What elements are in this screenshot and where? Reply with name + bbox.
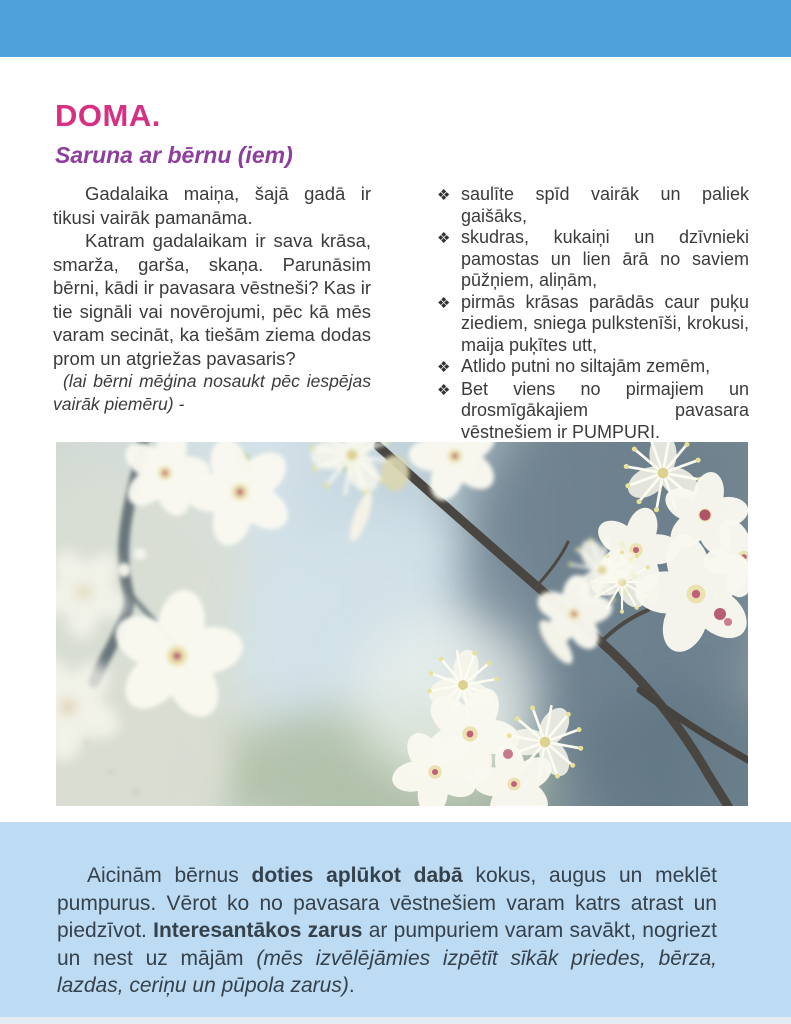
signs-column [437,184,749,443]
bottom-strip [0,1017,791,1024]
footer-text-segment: kokus, augus un meklēt pumpurus. Vērot ko no pavasara vēstnešiem varam katrs atrast un piedzīvot. [57,864,717,942]
spring-blossoms-photo [56,442,748,806]
diamond-bullet-icon: ❖ [437,359,451,376]
footer-callout [0,822,791,1017]
intro-paragraph-1: Gadalaika maiņa, šajā gadā ir tikusi vairāk pamanāma. [53,183,371,228]
intro-note: (lai bērni mēģina nosaukt pēc iespējas vairāk piemēru) - [53,371,371,414]
top-banner [0,0,791,57]
footer-text [57,862,717,1000]
diamond-bullet-icon: ❖ [437,294,451,312]
list-item [437,356,749,379]
page-subtitle: Saruna ar bērnu (iem) [55,142,293,168]
list-item-text: Bet viens no pirmajiem un drosmīgākajiem pavasara vēstnešiem ir PUMPURI. [461,378,749,442]
diamond-bullet-icon: ❖ [437,230,451,247]
footer-text-segment: . [348,974,355,997]
list-item-text: saulīte spīd vairāk un paliek gaišāks, [461,184,749,226]
list-item-text: Atlido putni no siltajām zemēm, [461,356,711,376]
list-item [437,227,749,292]
diamond-bullet-icon: ❖ [437,381,451,399]
intro-paragraph-2: Katram gadalaikam ir sava krāsa, smarža, garša, skaņa. Parunāsim bērni, kādi ir pavasara vēstneši? Kas ir tie signāli vai novērojumi, pēc kā mēs varam secināt, ka tiešām ziema dodas prom un atgriežas pavasaris? [53,230,371,369]
footer-text-segment-bold: doties aplūkot dabā [251,864,463,887]
spring-signs-list [437,184,749,443]
list-item [437,379,749,444]
footer-text-segment: ar pumpuriem varam savākt, nogriezt un nest uz mājām [57,919,717,970]
page-title: DOMA. [55,98,161,133]
list-item [437,184,749,227]
intro-column [53,182,371,416]
footer-text-segment: Aicinām bērnus [87,864,252,887]
footer-text-segment-bold: Interesantākos zarus [153,919,363,942]
diamond-bullet-icon: ❖ [437,187,451,204]
list-item-text: skudras, kukaiņi un dzīvnieki pamostas un lien ārā no saviem pūžņiem, aliņām, [461,227,749,290]
list-item [437,292,749,357]
list-item-text: pirmās krāsas parādās caur puķu ziediem, sniega pulkstenīši, krokusi, maija puķītes utt, [461,291,749,355]
footer-text-segment-italic: (mēs izvēlējāmies izpētīt sīkāk priedes, bērza, lazdas, ceriņu un pūpola zarus) [57,946,717,997]
